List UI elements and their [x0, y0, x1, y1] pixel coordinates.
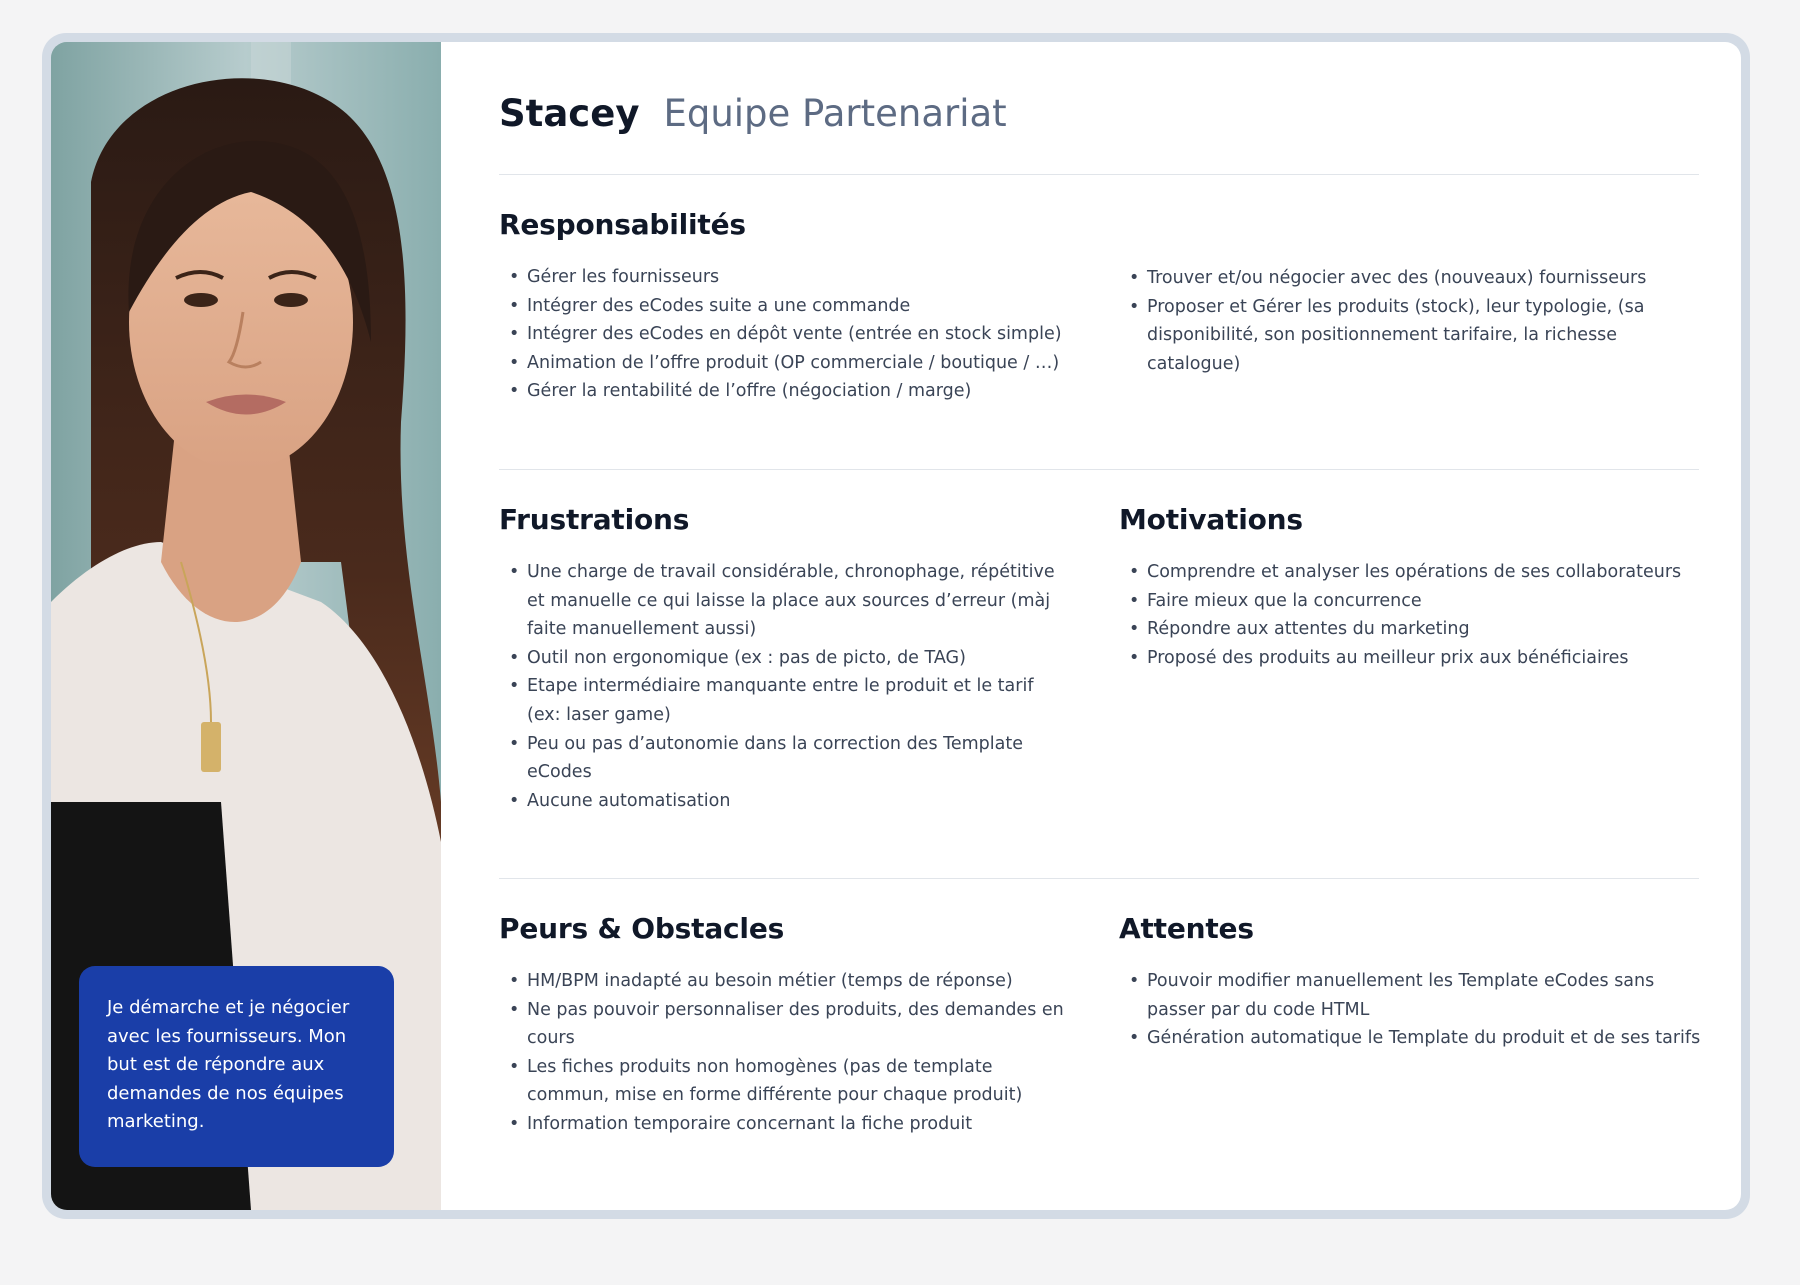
list-item: • Ne pas pouvoir personnaliser des produits, des demandes en cours: [499, 996, 1069, 1053]
attentes-list: [1119, 967, 1701, 1053]
section-frustrations: [499, 503, 1069, 815]
list-item: • Intégrer des eCodes suite a une commande: [499, 292, 1069, 321]
peurs-list: [499, 967, 1069, 1139]
section-title: Frustrations: [499, 503, 690, 536]
list-item: • Proposer et Gérer les produits (stock), leur typologie, (sa disponibilité, son positionnement tarifaire, la richesse catalogue): [1119, 293, 1701, 379]
section-title: Peurs & Obstacles: [499, 912, 785, 945]
list-item: • Génération automatique le Template du produit et de ses tarifs: [1119, 1024, 1701, 1053]
section-responsabilites: [499, 208, 1069, 406]
list-item: • Les fiches produits non homogènes (pas de template commun, mise en forme différente pour chaque produit): [499, 1053, 1069, 1110]
frustrations-list: [499, 558, 1069, 815]
section-divider: [499, 878, 1699, 879]
list-item: • Aucune automatisation: [499, 787, 1069, 816]
persona-name: Stacey: [499, 92, 640, 135]
section-title: Motivations: [1119, 503, 1303, 536]
section-attentes: [1119, 912, 1701, 1053]
list-item: • Intégrer des eCodes en dépôt vente (entrée en stock simple): [499, 320, 1069, 349]
section-title: Attentes: [1119, 912, 1254, 945]
list-item: • Information temporaire concernant la fiche produit: [499, 1110, 1069, 1139]
section-divider: [499, 469, 1699, 470]
list-item: • Gérer la rentabilité de l’offre (négociation / marge): [499, 377, 1069, 406]
list-item: • Outil non ergonomique (ex : pas de picto, de TAG): [499, 644, 1069, 673]
list-item: • Gérer les fournisseurs: [499, 263, 1069, 292]
list-item: • Proposé des produits au meilleur prix aux bénéficiaires: [1119, 644, 1701, 673]
persona-photo: [51, 42, 441, 1210]
responsabilites-list-left: [499, 263, 1069, 406]
list-item: • Répondre aux attentes du marketing: [1119, 615, 1701, 644]
list-item: • Comprendre et analyser les opérations de ses collaborateurs: [1119, 558, 1701, 587]
list-item: • Faire mieux que la concurrence: [1119, 587, 1701, 616]
list-item: • Peu ou pas d’autonomie dans la correction des Template eCodes: [499, 730, 1069, 787]
persona-card: [42, 33, 1750, 1219]
list-item: • Etape intermédiaire manquante entre le produit et le tarif (ex: laser game): [499, 672, 1069, 729]
persona-role: Equipe Partenariat: [663, 92, 1007, 135]
section-responsabilites-right: [1119, 264, 1701, 378]
list-item: • Pouvoir modifier manuellement les Template eCodes sans passer par du code HTML: [1119, 967, 1701, 1024]
list-item: • HM/BPM inadapté au besoin métier (temps de réponse): [499, 967, 1069, 996]
persona-card-inner: [51, 42, 1741, 1210]
list-item: • Trouver et/ou négocier avec des (nouveaux) fournisseurs: [1119, 264, 1701, 293]
persona-header: [499, 92, 1007, 152]
list-item: • Animation de l’offre produit (OP commerciale / boutique / …): [499, 349, 1069, 378]
header-divider: [499, 174, 1699, 175]
list-item: • Une charge de travail considérable, chronophage, répétitive et manuelle ce qui laisse la place aux sources d’erreur (màj faite manuellement aussi): [499, 558, 1069, 644]
responsabilites-list-right: [1119, 264, 1701, 378]
motivations-list: [1119, 558, 1701, 672]
section-title: Responsabilités: [499, 208, 746, 241]
section-motivations: [1119, 503, 1701, 672]
persona-quote: Je démarche et je négocier avec les fournisseurs. Mon but est de répondre aux demandes de nos équipes marketing.: [79, 966, 394, 1167]
section-peurs-obstacles: [499, 912, 1069, 1139]
